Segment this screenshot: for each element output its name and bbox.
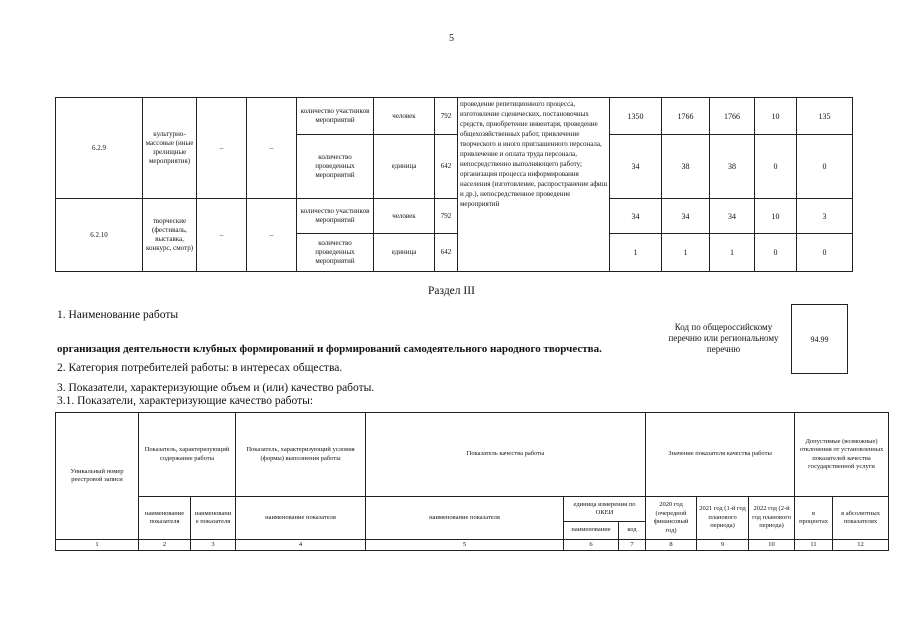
header-deviation: Допустимые (возможные) отклонения от установленных показателей качества государственной услуги — [795, 413, 889, 497]
row-code: 6.2.10 — [56, 199, 143, 272]
column-number: 7 — [619, 540, 646, 551]
indicator-unit: единица — [374, 135, 435, 199]
value-cell: 0 — [797, 234, 853, 272]
sub-percent: в процентах — [795, 497, 833, 540]
row-name: творческие (фестиваль, выставка, конкурс, смотр) — [143, 199, 197, 272]
column-number: 4 — [236, 540, 366, 551]
row-dash: – — [197, 199, 247, 272]
sub-name: наименование показателя — [236, 497, 366, 540]
indicator-unit: человек — [374, 199, 435, 234]
row-dash: – — [247, 98, 297, 199]
upper-table — [55, 97, 853, 272]
column-number: 9 — [697, 540, 749, 551]
section-title: Раздел III — [428, 285, 475, 297]
column-number: 11 — [795, 540, 833, 551]
sub-name: наименование показателя — [366, 497, 564, 540]
column-number: 1 — [56, 540, 139, 551]
value-cell: 1766 — [710, 98, 755, 135]
column-number: 8 — [646, 540, 697, 551]
indicators-heading: 3. Показатели, характеризующие объем и (или) качество работы. — [57, 382, 375, 394]
value-cell: 1 — [610, 234, 662, 272]
code-label: Код по общероссийскому перечню или региональному перечню — [668, 322, 779, 354]
indicator-okei: 642 — [435, 135, 458, 199]
indicator-name: количество проведенных мероприятий — [297, 234, 374, 272]
code-value: 94.99 — [810, 334, 829, 344]
header-registry: Уникальный номер реестровой записи — [56, 413, 139, 540]
column-number: 3 — [191, 540, 236, 551]
work-description: проведение репетиционного процесса, изготовление сценических, постановочных средств, приобретение инвентаря, проведение общехозяйственных работ, привлечение творческого и иного приглашенного персонала, привлечение и оплата труда персонала, непосредственно выполняющего работу; организация процесса информирования населения (изготовление, распространение афиш и др.), непосредственное проведение мероприятий — [458, 98, 610, 272]
indicator-okei: 792 — [435, 199, 458, 234]
page-number: 5 — [449, 33, 454, 44]
row-code: 6.2.9 — [56, 98, 143, 199]
value-cell: 1 — [662, 234, 710, 272]
value-cell: 38 — [710, 135, 755, 199]
quality-indicators-heading: 3.1. Показатели, характеризующие качество работы: — [57, 395, 314, 407]
work-name-value: организация деятельности клубных формирований и формирований самодеятельного народного творчества. — [57, 343, 602, 355]
indicator-unit: человек — [374, 98, 435, 135]
sub-year: 2020 год (очередной финансовый год) — [646, 497, 697, 540]
header-quality: Показатель качества работы — [366, 413, 646, 497]
column-number: 5 — [366, 540, 564, 551]
value-cell: 0 — [797, 135, 853, 199]
indicator-unit: единица — [374, 234, 435, 272]
column-number: 6 — [564, 540, 619, 551]
value-cell: 1766 — [662, 98, 710, 135]
value-cell: 0 — [755, 135, 797, 199]
work-name-label: 1. Наименование работы — [57, 309, 179, 321]
column-number: 2 — [139, 540, 191, 551]
indicator-name: количество проведенных мероприятий — [297, 135, 374, 199]
sub-year: 2022 год (2-й год планового периода) — [749, 497, 795, 540]
consumer-category: 2. Категория потребителей работы: в интересах общества. — [57, 362, 343, 374]
value-cell: 10 — [755, 199, 797, 234]
column-number: 10 — [749, 540, 795, 551]
value-cell: 10 — [755, 98, 797, 135]
row-dash: – — [247, 199, 297, 272]
value-cell: 3 — [797, 199, 853, 234]
value-cell: 0 — [755, 234, 797, 272]
value-cell: 38 — [662, 135, 710, 199]
value-cell: 135 — [797, 98, 853, 135]
header-values: Значение показателя качества работы — [646, 413, 795, 497]
header-conditions: Показатель, характеризующий условия (формы) выполнения работы — [236, 413, 366, 497]
sub-name: наименование показателя — [139, 497, 191, 540]
sub-okei-code: код — [619, 522, 646, 540]
header-content: Показатель, характеризующий содержание работы — [139, 413, 236, 497]
sub-name: наименовани е показателя — [191, 497, 236, 540]
row-dash: – — [197, 98, 247, 199]
value-cell: 34 — [610, 199, 662, 234]
sub-year: 2021 год (1-й год планового периода) — [697, 497, 749, 540]
sub-okei: единица измерения по ОКЕИ — [564, 497, 646, 522]
code-box — [791, 304, 848, 374]
value-cell: 34 — [662, 199, 710, 234]
indicator-okei: 642 — [435, 234, 458, 272]
sub-absolute: в абсолютных показателях — [833, 497, 889, 540]
value-cell: 34 — [710, 199, 755, 234]
value-cell: 34 — [610, 135, 662, 199]
indicator-name: количество участников мероприятий — [297, 199, 374, 234]
quality-table — [55, 412, 889, 551]
indicator-okei: 792 — [435, 98, 458, 135]
value-cell: 1 — [710, 234, 755, 272]
value-cell: 1350 — [610, 98, 662, 135]
column-number: 12 — [833, 540, 889, 551]
sub-okei-name: наименование — [564, 522, 619, 540]
indicator-name: количество участников мероприятий — [297, 98, 374, 135]
row-name: культурно-массовые (иные зрелищные мероприятия) — [143, 98, 197, 199]
